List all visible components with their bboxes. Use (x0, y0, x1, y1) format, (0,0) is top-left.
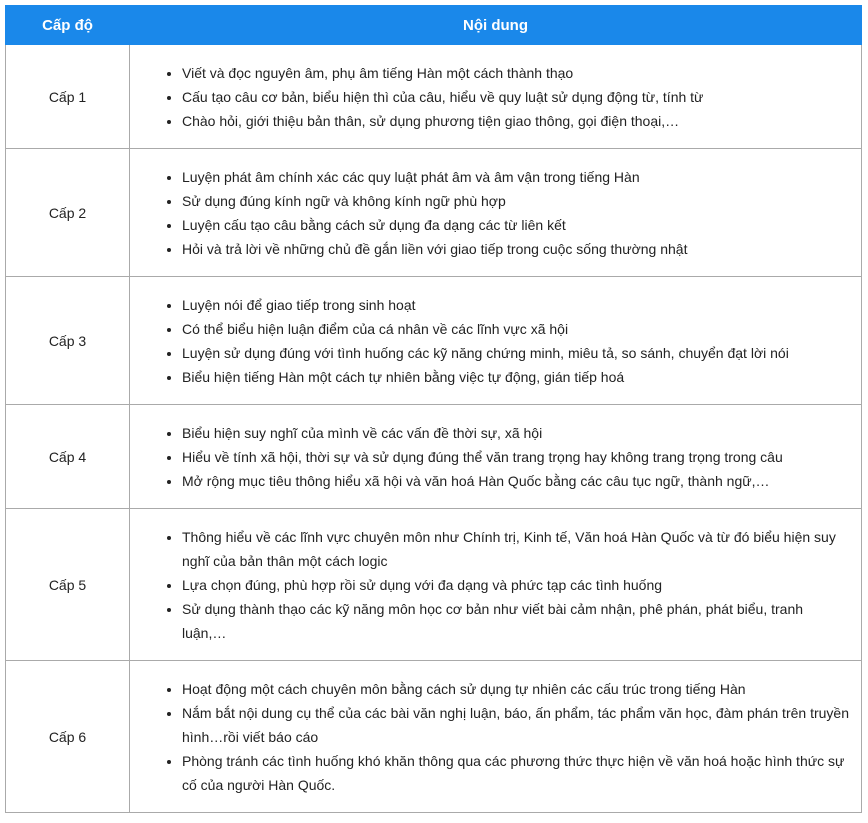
table-row (6, 509, 862, 661)
table-row (6, 277, 862, 405)
level-content-table (5, 5, 862, 813)
content-list (148, 421, 851, 493)
content-list (148, 525, 851, 645)
header-content: Nội dung (130, 6, 862, 45)
header-level: Cấp độ (6, 6, 130, 45)
list-item: • Biểu hiện suy nghĩ của mình về các vấn đề thời sự, xã hội (182, 421, 851, 445)
content-cell (130, 45, 862, 149)
level-cell: Cấp 1 (6, 45, 130, 149)
list-item: • Sử dụng thành thạo các kỹ năng môn học cơ bản như viết bài cảm nhận, phê phán, phát biểu, tranh luận,… (182, 597, 851, 645)
table-header-row (6, 6, 862, 45)
content-list (148, 293, 851, 389)
level-cell: Cấp 3 (6, 277, 130, 405)
content-cell (130, 509, 862, 661)
list-item: • Viết và đọc nguyên âm, phụ âm tiếng Hàn một cách thành thạo (182, 61, 851, 85)
list-item: • Phòng tránh các tình huống khó khăn thông qua các phương thức thực hiện về văn hoá hoặc hình thức sự cố của người Hàn Quốc. (182, 749, 851, 797)
list-item: • Hỏi và trả lời về những chủ đề gắn liền với giao tiếp trong cuộc sống thường nhật (182, 237, 851, 261)
list-item: • Luyện sử dụng đúng với tình huống các kỹ năng chứng minh, miêu tả, so sánh, chuyển đạt lời nói (182, 341, 851, 365)
list-item: • Luyện nói để giao tiếp trong sinh hoạt (182, 293, 851, 317)
level-cell: Cấp 2 (6, 149, 130, 277)
level-cell: Cấp 6 (6, 661, 130, 813)
table-row (6, 149, 862, 277)
list-item: • Hiểu về tính xã hội, thời sự và sử dụng đúng thể văn trang trọng hay không trang trọng trong câu (182, 445, 851, 469)
list-item: • Thông hiểu về các lĩnh vực chuyên môn như Chính trị, Kinh tế, Văn hoá Hàn Quốc và từ đó biểu hiện suy nghĩ của bản thân một cách logic (182, 525, 851, 573)
list-item: • Chào hỏi, giới thiệu bản thân, sử dụng phương tiện giao thông, gọi điện thoại,… (182, 109, 851, 133)
list-item: • Cấu tạo câu cơ bản, biểu hiện thì của câu, hiểu về quy luật sử dụng động từ, tính từ (182, 85, 851, 109)
list-item: • Lựa chọn đúng, phù hợp rồi sử dụng với đa dạng và phức tạp các tình huống (182, 573, 851, 597)
content-cell (130, 149, 862, 277)
content-list (148, 677, 851, 797)
content-list (148, 61, 851, 133)
content-cell (130, 277, 862, 405)
list-item: • Biểu hiện tiếng Hàn một cách tự nhiên bằng việc tự động, gián tiếp hoá (182, 365, 851, 389)
list-item: • Luyện cấu tạo câu bằng cách sử dụng đa dạng các từ liên kết (182, 213, 851, 237)
list-item: • Có thể biểu hiện luận điểm của cá nhân về các lĩnh vực xã hội (182, 317, 851, 341)
level-cell: Cấp 4 (6, 405, 130, 509)
list-item: • Mở rộng mục tiêu thông hiểu xã hội và văn hoá Hàn Quốc bằng các câu tục ngữ, thành ngữ,… (182, 469, 851, 493)
content-cell (130, 405, 862, 509)
content-cell (130, 661, 862, 813)
list-item: • Hoạt động một cách chuyên môn bằng cách sử dụng tự nhiên các cấu trúc trong tiếng Hàn (182, 677, 851, 701)
list-item: • Sử dụng đúng kính ngữ và không kính ngữ phù hợp (182, 189, 851, 213)
table-row (6, 661, 862, 813)
list-item: • Luyện phát âm chính xác các quy luật phát âm và âm vận trong tiếng Hàn (182, 165, 851, 189)
table-row (6, 45, 862, 149)
level-content-table-wrapper (5, 5, 861, 813)
list-item: • Nắm bắt nội dung cụ thể của các bài văn nghị luận, báo, ấn phẩm, tác phẩm văn học, đàm phán trên truyền hình…rồi viết báo cáo (182, 701, 851, 749)
content-list (148, 165, 851, 261)
level-cell: Cấp 5 (6, 509, 130, 661)
table-row (6, 405, 862, 509)
